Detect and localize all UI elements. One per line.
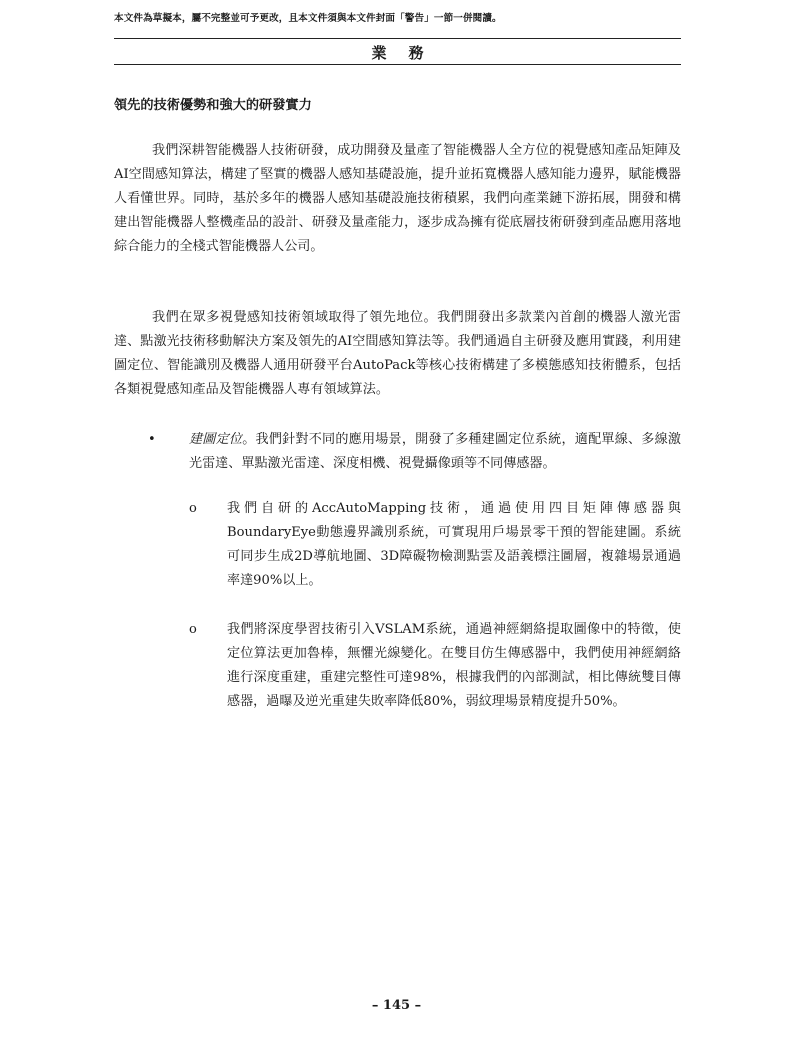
bullet-term: 建圖定位 — [189, 432, 243, 447]
section-title: 業務 — [371, 44, 446, 62]
sub-bullet-item-1: 我們自研的AccAutoMapping技術，通過使用四目矩陣傳感器與BoundaryEye動態邊界識別系統，可實現用戶場景零干預的智能建圖。系統可同步生成2D導航地圖、3D障礙物檢測點雲及語義標注圖層，複雜場景通過率達90%以上。 — [227, 501, 681, 588]
paragraph-1: 我們深耕智能機器人技術研發，成功開發及量產了智能機器人全方位的視覺感知產品矩陣及AI空間感知算法，構建了堅實的機器人感知基礎設施，提升並拓寬機器人感知能力邊界，賦能機器人看懂世界。同時，基於多年的機器人感知基礎設施技術積累，我們向產業鏈下游拓展，開發和構建出智能機器人整機產品的設計、研發及量產能力，逐步成為擁有從底層技術研發到產品應用落地綜合能力的全棧式智能機器人公司。 — [114, 143, 681, 254]
subsection-heading: 領先的技術優勢和強大的研發實力 — [114, 98, 312, 113]
header-rule-top — [114, 38, 681, 39]
page-number: – 145 – — [371, 998, 422, 1013]
bullet-item — [189, 428, 681, 476]
bullet-icon: • — [148, 432, 156, 447]
draft-notice: 本文件為草擬本，屬不完整並可予更改，且本文件須與本文件封面「警告」一節一併閱讀。 — [114, 13, 502, 24]
paragraph-2: 我們在眾多視覺感知技術領域取得了領先地位。我們開發出多款業內首創的機器人激光雷達、點激光技術移動解決方案及領先的AI空間感知算法等。我們通過自主研發及應用實踐，利用建圖定位、智能識別及機器人通用研發平台AutoPack等核心技術構建了多模態感知技術體系，包括各類視覺感知產品及智能機器人專有領域算法。 — [114, 310, 681, 397]
sub-bullet-icon: o — [189, 622, 197, 637]
sub-bullet-item-2: 我們將深度學習技術引入VSLAM系統，通過神經網絡提取圖像中的特徵，使定位算法更加魯棒，無懼光線變化。在雙目仿生傳感器中，我們使用神經網絡進行深度重建，重建完整性可達98%，根據我們的內部測試，相比傳統雙目傳感器，過曝及逆光重建失敗率降低80%，弱紋理場景精度提升50%。 — [227, 622, 681, 709]
header-rule-bottom — [114, 64, 681, 65]
bullet-body: 。我們針對不同的應用場景，開發了多種建圖定位系統，適配單線、多線激光雷達、單點激光雷達、深度相機、視覺攝像頭等不同傳感器。 — [189, 432, 682, 471]
sub-bullet-icon: o — [189, 501, 197, 516]
